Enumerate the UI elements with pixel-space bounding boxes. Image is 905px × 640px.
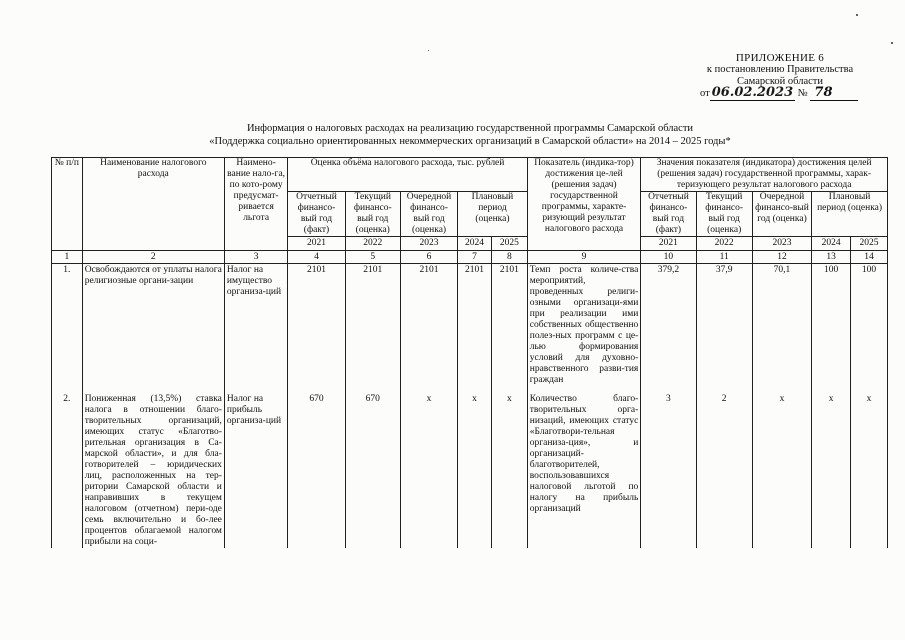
indicator-value: 37,9 <box>696 264 752 395</box>
row-number: 2. <box>52 394 83 548</box>
appendix-title: ПРИЛОЖЕНИЕ 6 <box>735 52 825 64</box>
tax-act: Налог на прибыль организа-ций <box>224 394 287 548</box>
estimate-value: 2101 <box>345 264 400 395</box>
appendix-date-number <box>700 85 858 101</box>
estimate-value: х <box>400 394 457 548</box>
date-prefix: от <box>700 88 710 99</box>
scan-speck <box>856 14 858 16</box>
handwritten-date: 06.02.2023 <box>711 85 794 100</box>
handwritten-number: 78 <box>810 85 858 101</box>
year-cell: 2025 <box>491 237 527 251</box>
estimate-value: х <box>491 394 527 548</box>
header-name: Наименование налогового расхода <box>82 158 224 251</box>
header-sub-5: Текущий финансо-вый год (оценка) <box>696 192 752 237</box>
header-sub-0: Отчетный финансо-вый год (факт) <box>288 192 345 237</box>
column-number: 11 <box>696 251 752 264</box>
column-number: 8 <box>491 251 527 264</box>
indicator-value: 2 <box>696 394 752 548</box>
tax-act: Налог на имущество организа-ций <box>224 264 287 395</box>
year-cell: 2023 <box>400 237 457 251</box>
title-line-1: Информация о налоговых расходах на реализацию государственной программы Самарской области <box>246 123 694 134</box>
indicator-value: 100 <box>851 264 888 395</box>
scan-speck <box>428 50 429 51</box>
column-number: 9 <box>527 251 641 264</box>
indicator-value: х <box>752 394 811 548</box>
column-number: 14 <box>851 251 888 264</box>
estimate-value: 2101 <box>288 264 345 395</box>
header-sub-6: Очередной финансо-вый год (оценка) <box>752 192 811 237</box>
estimate-value: 670 <box>345 394 400 548</box>
indicator-value: х <box>851 394 888 548</box>
year-cell: 2025 <box>851 237 888 251</box>
indicator-value: 70,1 <box>752 264 811 395</box>
estimate-value: 670 <box>288 394 345 548</box>
indicator-text: Темп роста количе-ства мероприятий, проведенных религи-озными организаци-ями при реализации ими собственных общественно полез-ных программ с це-лью формирования условий для духовно-нравственного разви-тия граждан <box>527 264 641 395</box>
year-cell: 2021 <box>641 237 696 251</box>
column-number: 5 <box>345 251 400 264</box>
table-row <box>52 264 888 395</box>
document-title <box>150 123 790 148</box>
year-cell: 2024 <box>812 237 851 251</box>
year-cell: 2022 <box>696 237 752 251</box>
header-sub-3: Плановый период (оценка) <box>458 192 528 237</box>
column-number: 7 <box>458 251 492 264</box>
number-sign: № <box>797 88 808 99</box>
header-sub-4: Отчетный финансо-вый год (факт) <box>641 192 696 237</box>
header-estimate: Оценка объёма налогового расхода, тыс. рублей <box>288 158 527 192</box>
indicator-value: 379,2 <box>641 264 696 395</box>
scan-speck <box>891 42 893 44</box>
title-line-2: «Поддержка социально ориентированных некоммерческих организаций в Самарской области» на 2014 – 2025 годы* <box>209 135 731 147</box>
indicator-value: 3 <box>641 394 696 548</box>
table-row <box>52 394 888 548</box>
year-cell: 2023 <box>752 237 811 251</box>
year-cell: 2022 <box>345 237 400 251</box>
column-number: 13 <box>812 251 851 264</box>
column-number: 2 <box>82 251 224 264</box>
header-num: № п/п <box>52 158 83 251</box>
appendix-line-2: Самарской области <box>737 76 823 87</box>
year-cell: 2024 <box>458 237 492 251</box>
row-number: 1. <box>52 264 83 395</box>
tax-expense-name: Освобождаются от уплаты налога религиозные органи-зации <box>82 264 224 395</box>
appendix-line-1: к постановлению Правительства <box>706 64 854 75</box>
estimate-value: 2101 <box>458 264 492 395</box>
column-number: 10 <box>641 251 696 264</box>
appendix-block <box>680 52 880 88</box>
header-indicator: Показатель (индика-тор) достижения це-лей (решения задач) государственной программы, характе-ризующий результат налогового расхода <box>527 158 641 251</box>
indicator-text: Количество благо-творительных орга-низаций, имеющих статус «Благотвори-тельная организа-ция», и организаций-благотворителей, воспользовавшихся налоговой льготой по налогу на прибыль организаций <box>527 394 641 548</box>
column-number: 1 <box>52 251 83 264</box>
header-values: Значения показателя (индикатора) достижения целей (решения задач) государственной программы, харак-теризующего результат налогового расхода <box>641 158 888 192</box>
header-sub-1: Текущий финансо-вый год (оценка) <box>345 192 400 237</box>
header-sub-7: Плановый период (оценка) <box>812 192 888 237</box>
estimate-value: х <box>458 394 492 548</box>
estimate-value: 2101 <box>400 264 457 395</box>
estimate-value: 2101 <box>491 264 527 395</box>
header-sub-2: Очередной финансо-вый год (оценка) <box>400 192 457 237</box>
column-number: 6 <box>400 251 457 264</box>
column-number: 4 <box>288 251 345 264</box>
column-number: 12 <box>752 251 811 264</box>
indicator-value: х <box>812 394 851 548</box>
tax-expense-name: Пониженная (13,5%) ставка налога в отношении благо-творительных организаций, имеющих статус «Благотво-рительная организация в Са-марской области», и для бла-готворителей – юридических лиц, расположенных на тер-ритории Самарской области и направивших в текущем налоговом (отчетном) пери-оде семь включительно и бо-лее процентов облагаемой налогом прибыли на соци- <box>82 394 224 548</box>
year-cell: 2021 <box>288 237 345 251</box>
indicator-value: 100 <box>812 264 851 395</box>
column-number: 3 <box>224 251 287 264</box>
tax-expenditure-table <box>51 157 888 548</box>
header-act: Наимено-вание нало-га, по кото-рому предусмат-ривается льгота <box>224 158 287 251</box>
